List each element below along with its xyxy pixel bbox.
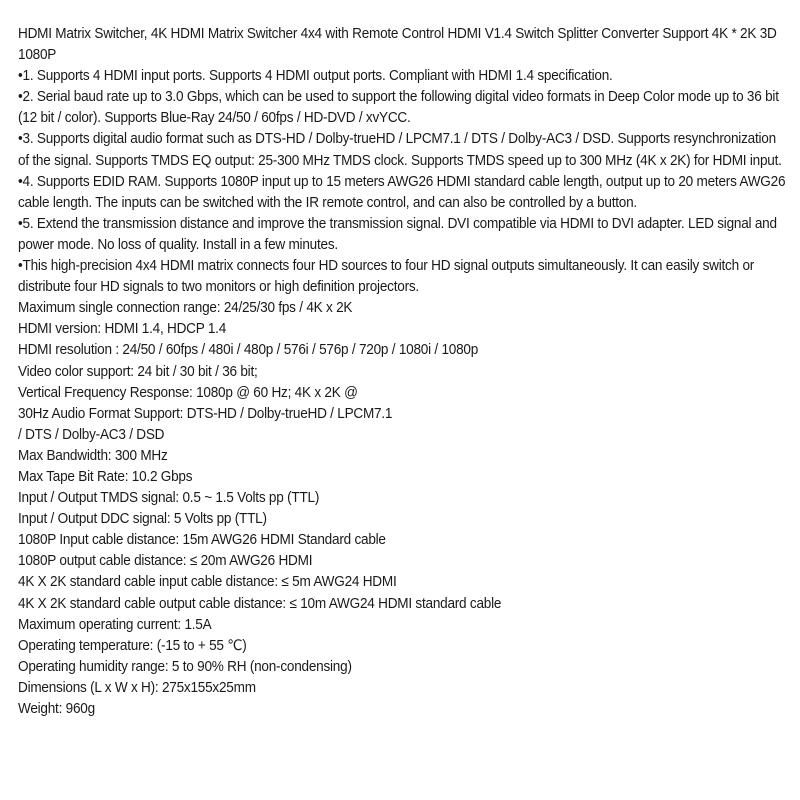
- spec-line: Max Tape Bit Rate: 10.2 Gbps: [18, 468, 193, 485]
- product-title: HDMI Matrix Switcher, 4K HDMI Matrix Switcher 4x4 with Remote Control HDMI V1.4 Switch Splitter Converter Support 4K * 2K 3D 1080P: [18, 26, 777, 64]
- spec-line: Operating temperature: (-15 to + 55 ℃): [18, 637, 247, 654]
- spec-line: Max Bandwidth: 300 MHz: [18, 447, 168, 464]
- product-description: [18, 24, 788, 720]
- spec-line: 1080P Input cable distance: 15m AWG26 HDMI Standard cable: [18, 532, 386, 549]
- spec-line: 4K X 2K standard cable output cable distance: ≤ 10m AWG24 HDMI standard cable: [18, 595, 502, 612]
- feature-item: •This high-precision 4x4 HDMI matrix connects four HD sources to four HD signal outputs simultaneously. It can easily switch or distribute four HD signals to two monitors or high definition projectors.: [18, 258, 755, 296]
- spec-line: 30Hz Audio Format Support: DTS-HD / Dolby-trueHD / LPCM7.1: [18, 405, 393, 422]
- feature-item: •1. Supports 4 HDMI input ports. Supports 4 HDMI output ports. Compliant with HDMI 1.4 specification.: [18, 68, 613, 85]
- spec-line: Input / Output TMDS signal: 0.5 ~ 1.5 Volts pp (TTL): [18, 490, 320, 507]
- spec-line: Dimensions (L x W x H): 275x155x25mm: [18, 679, 256, 696]
- feature-item: •5. Extend the transmission distance and improve the transmission signal. DVI compatible via HDMI to DVI adapter. LED signal and power mode. No loss of quality. Install in a few minutes.: [18, 215, 777, 253]
- spec-line: Maximum operating current: 1.5A: [18, 616, 212, 633]
- feature-item: •3. Supports digital audio format such as DTS-HD / Dolby-trueHD / LPCM7.1 / DTS / Dolby-AC3 / DSD. Supports resynchronization of the signal. Supports TMDS EQ output: 25-300 MHz TMDS clock. Supports TMDS speed up to 300 MHz (4K x 2K) for HDMI input.: [18, 131, 782, 169]
- spec-line: HDMI version: HDMI 1.4, HDCP 1.4: [18, 321, 227, 338]
- spec-line: Video color support: 24 bit / 30 bit / 36 bit;: [18, 363, 258, 380]
- spec-line: HDMI resolution : 24/50 / 60fps / 480i / 480p / 576i / 576p / 720p / 1080i / 1080p: [18, 342, 479, 359]
- spec-line: Operating humidity range: 5 to 90% RH (non-condensing): [18, 658, 352, 675]
- feature-item: •2. Serial baud rate up to 3.0 Gbps, which can be used to support the following digital video formats in Deep Color mode up to 36 bit (12 bit / color). Supports Blue-Ray 24/50 / 60fps / HD-DVD / xvYCC.: [18, 89, 779, 127]
- spec-line: Maximum single connection range: 24/25/30 fps / 4K x 2K: [18, 300, 353, 317]
- feature-item: •4. Supports EDID RAM. Supports 1080P input up to 15 meters AWG26 HDMI standard cable length, output up to 20 meters AWG26 cable length. The inputs can be switched with the IR remote control, and can also be controlled by a button.: [18, 173, 786, 211]
- spec-line: 4K X 2K standard cable input cable distance: ≤ 5m AWG24 HDMI: [18, 574, 397, 591]
- spec-line: / DTS / Dolby-AC3 / DSD: [18, 426, 165, 443]
- spec-line: Weight: 960g: [18, 701, 95, 717]
- spec-line: Input / Output DDC signal: 5 Volts pp (TTL): [18, 511, 267, 528]
- spec-line: 1080P output cable distance: ≤ 20m AWG26 HDMI: [18, 553, 313, 570]
- spec-line: Vertical Frequency Response: 1080p @ 60 Hz; 4K x 2K @: [18, 384, 358, 401]
